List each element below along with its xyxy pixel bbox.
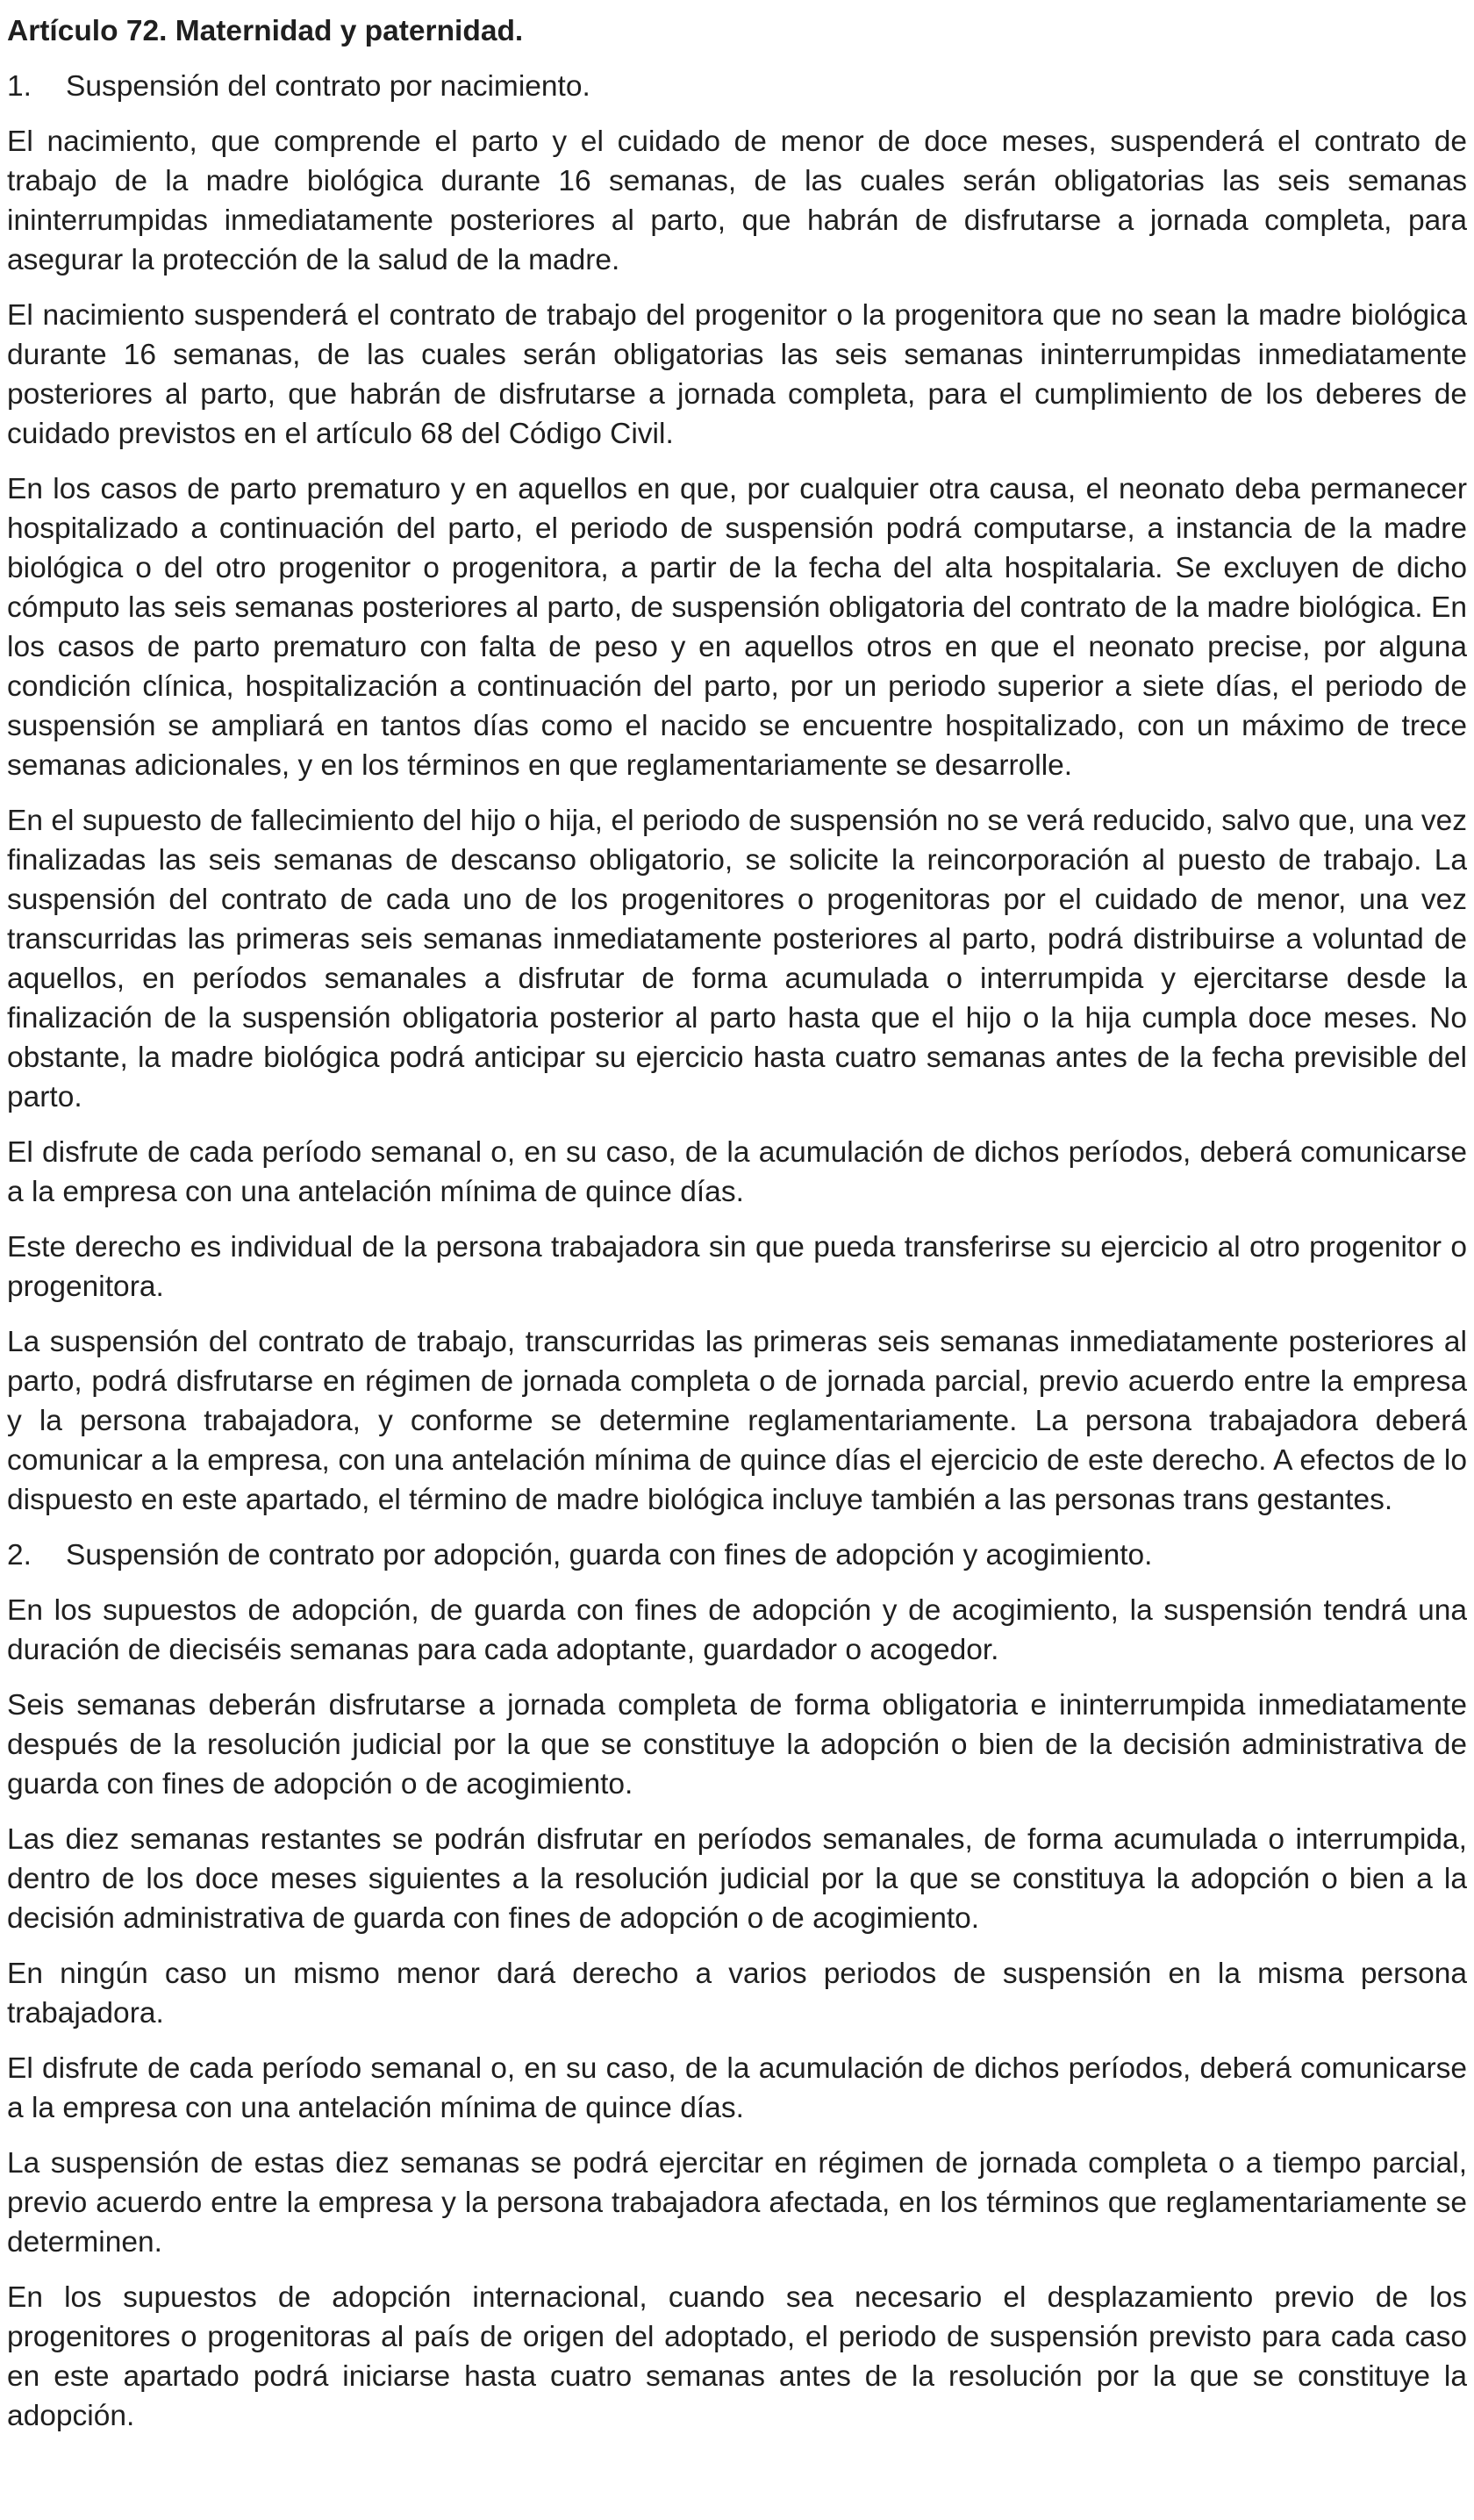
paragraph: El disfrute de cada período semanal o, en su caso, de la acumulación de dichos períodos, deberá comunicarse a la empresa con una antelación mínima de quince días. [7, 1136, 1467, 1208]
paragraph: La suspensión del contrato de trabajo, transcurridas las primeras seis semanas inmediatamente posteriores al parto, podrá disfrutarse en régimen de jornada completa o de jornada parcial, previo acuerdo entre la empresa y la persona trabajadora, y conforme se determine reglamentariamente. La persona trabajadora deberá comunicar a la empresa, con una antelación mínima de quince días el ejercicio de este derecho. A efectos de lo dispuesto en este apartado, el término de madre biológica incluye también a las personas trans gestantes. [7, 1326, 1467, 1516]
article-title: Artículo 72. Maternidad y paternidad. [7, 15, 524, 47]
paragraph: Este derecho es individual de la persona trabajadora sin que pueda transferirse su ejercicio al otro progenitor o progenitora. [7, 1231, 1467, 1303]
section-heading: Suspensión del contrato por nacimiento. [66, 70, 590, 103]
paragraph: En los supuestos de adopción, de guarda con fines de adopción y de acogimiento, la suspensión tendrá una duración de dieciséis semanas para cada adoptante, guardador o acogedor. [7, 1594, 1467, 1666]
section-number: 1. [7, 70, 32, 103]
section-heading: Suspensión de contrato por adopción, guarda con fines de adopción y acogimiento. [66, 1539, 1153, 1571]
paragraph: En los supuestos de adopción internacional, cuando sea necesario el desplazamiento previo de los progenitores o progenitoras al país de origen del adoptado, el periodo de suspensión previsto para cada caso en este apartado podrá iniciarse hasta cuatro semanas antes de la resolución por la que se constituye la adopción. [7, 2281, 1467, 2432]
paragraph: Seis semanas deberán disfrutarse a jornada completa de forma obligatoria e ininterrumpida inmediatamente después de la resolución judicial por la que se constituye la adopción o bien de la decisión administrativa de guarda con fines de adopción o de acogimiento. [7, 1689, 1467, 1801]
paragraph: El nacimiento, que comprende el parto y el cuidado de menor de doce meses, suspenderá el contrato de trabajo de la madre biológica durante 16 semanas, de las cuales serán obligatorias las seis semanas ininterrumpidas inmediatamente posteriores al parto, que habrán de disfrutarse a jornada completa, para asegurar la protección de la salud de la madre. [7, 125, 1467, 276]
section-number: 2. [7, 1539, 32, 1571]
paragraph: El nacimiento suspenderá el contrato de trabajo del progenitor o la progenitora que no sean la madre biológica durante 16 semanas, de las cuales serán obligatorias las seis semanas ininterrumpidas inmediatamente posteriores al parto, que habrán de disfrutarse a jornada completa, para el cumplimiento de los deberes de cuidado previstos en el artículo 68 del Código Civil. [7, 299, 1467, 450]
paragraph: En el supuesto de fallecimiento del hijo o hija, el periodo de suspensión no se verá reducido, salvo que, una vez finalizadas las seis semanas de descanso obligatorio, se solicite la reincorporación al puesto de trabajo. La suspensión del contrato de cada uno de los progenitores o progenitoras por el cuidado de menor, una vez transcurridas las primeras seis semanas inmediatamente posteriores al parto, podrá distribuirse a voluntad de aquellos, en períodos semanales a disfrutar de forma acumulada o interrumpida y ejercitarse desde la finalización de la suspensión obligatoria posterior al parto hasta que el hijo o la hija cumpla doce meses. No obstante, la madre biológica podrá anticipar su ejercicio hasta cuatro semanas antes de la fecha previsible del parto. [7, 805, 1467, 1113]
paragraph: La suspensión de estas diez semanas se podrá ejercitar en régimen de jornada completa o a tiempo parcial, previo acuerdo entre la empresa y la persona trabajadora afectada, en los términos que reglamentariamente se determinen. [7, 2147, 1467, 2259]
paragraph: En los casos de parto prematuro y en aquellos en que, por cualquier otra causa, el neonato deba permanecer hospitalizado a continuación del parto, el periodo de suspensión podrá computarse, a instancia de la madre biológica o del otro progenitor o progenitora, a partir de la fecha del alta hospitalaria. Se excluyen de dicho cómputo las seis semanas posteriores al parto, de suspensión obligatoria del contrato de la madre biológica. En los casos de parto prematuro con falta de peso y en aquellos otros en que el neonato precise, por alguna condición clínica, hospitalización a continuación del parto, por un periodo superior a siete días, el periodo de suspensión se ampliará en tantos días como el nacido se encuentre hospitalizado, con un máximo de trece semanas adicionales, y en los términos en que reglamentariamente se desarrolle. [7, 473, 1467, 782]
paragraph: Las diez semanas restantes se podrán disfrutar en períodos semanales, de forma acumulada o interrumpida, dentro de los doce meses siguientes a la resolución judicial por la que se constituya la adopción o bien a la decisión administrativa de guarda con fines de adopción o de acogimiento. [7, 1823, 1467, 1935]
section-2-header [7, 1536, 1467, 1575]
paragraph: El disfrute de cada período semanal o, en su caso, de la acumulación de dichos períodos, deberá comunicarse a la empresa con una antelación mínima de quince días. [7, 2052, 1467, 2124]
paragraph: En ningún caso un mismo menor dará derecho a varios periodos de suspensión en la misma persona trabajadora. [7, 1958, 1467, 2030]
section-1-header [7, 67, 1467, 106]
